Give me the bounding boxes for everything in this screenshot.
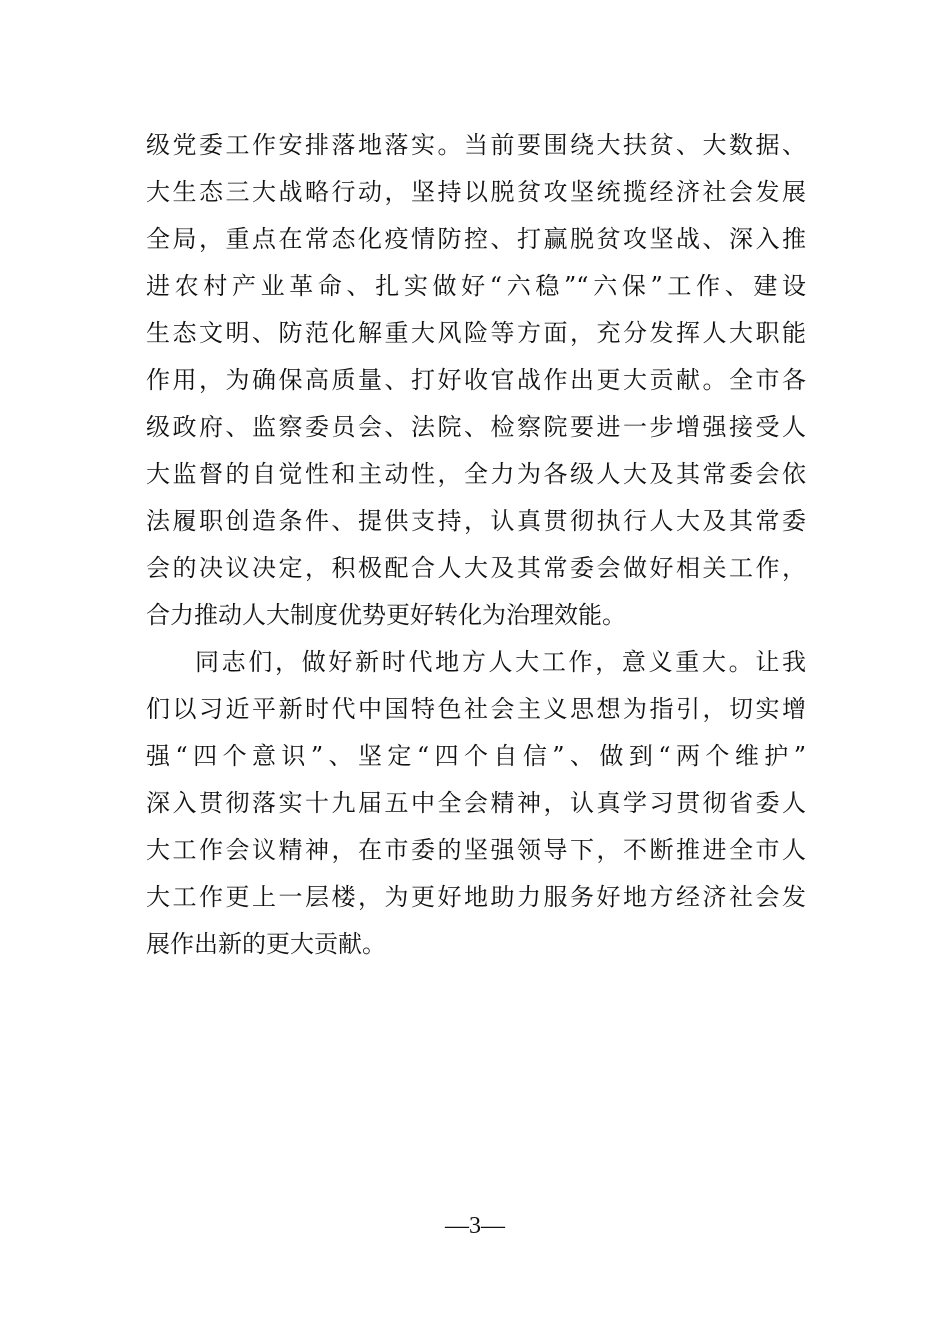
text-line: 法履职创造条件、提供支持，认真贯彻执行人大及其常委 (146, 507, 806, 535)
body-text (146, 122, 806, 968)
text-line: 强“四个意识”、坚定“四个自信”、做到“两个维护” (146, 742, 806, 770)
text-line: 们以习近平新时代中国特色社会主义思想为指引，切实增 (146, 695, 806, 723)
text-line: 会的决议决定，积极配合人大及其常委会做好相关工作， (146, 554, 806, 582)
text-line: 级政府、监察委员会、法院、检察院要进一步增强接受人 (146, 413, 806, 441)
text-line: 全局，重点在常态化疫情防控、打赢脱贫攻坚战、深入推 (146, 225, 806, 253)
text-line: 大工作会议精神，在市委的坚强领导下，不断推进全市人 (146, 836, 806, 864)
text-line: 生态文明、防范化解重大风险等方面，充分发挥人大职能 (146, 319, 806, 347)
text-line: 大工作更上一层楼，为更好地助力服务好地方经济社会发 (146, 883, 806, 911)
text-line: 展作出新的更大贡献。 (146, 930, 386, 958)
paragraph-1 (146, 122, 806, 639)
text-line: 进农村产业革命、扎实做好“六稳”“六保”工作、建设 (146, 272, 806, 300)
text-line: 同志们，做好新时代地方人大工作，意义重大。让我 (195, 648, 806, 676)
text-line: 作用，为确保高质量、打好收官战作出更大贡献。全市各 (146, 366, 806, 394)
paragraph-2 (146, 639, 806, 968)
text-line: 合力推动人大制度优势更好转化为治理效能。 (146, 601, 626, 629)
text-line: 深入贯彻落实十九届五中全会精神，认真学习贯彻省委人 (146, 789, 806, 817)
text-line: 大生态三大战略行动，坚持以脱贫攻坚统揽经济社会发展 (146, 178, 806, 206)
text-line: 大监督的自觉性和主动性，全力为各级人大及其常委会依 (146, 460, 806, 488)
page-number: —3— (445, 1213, 505, 1239)
text-line: 级党委工作安排落地落实。当前要围绕大扶贫、大数据、 (146, 131, 806, 159)
